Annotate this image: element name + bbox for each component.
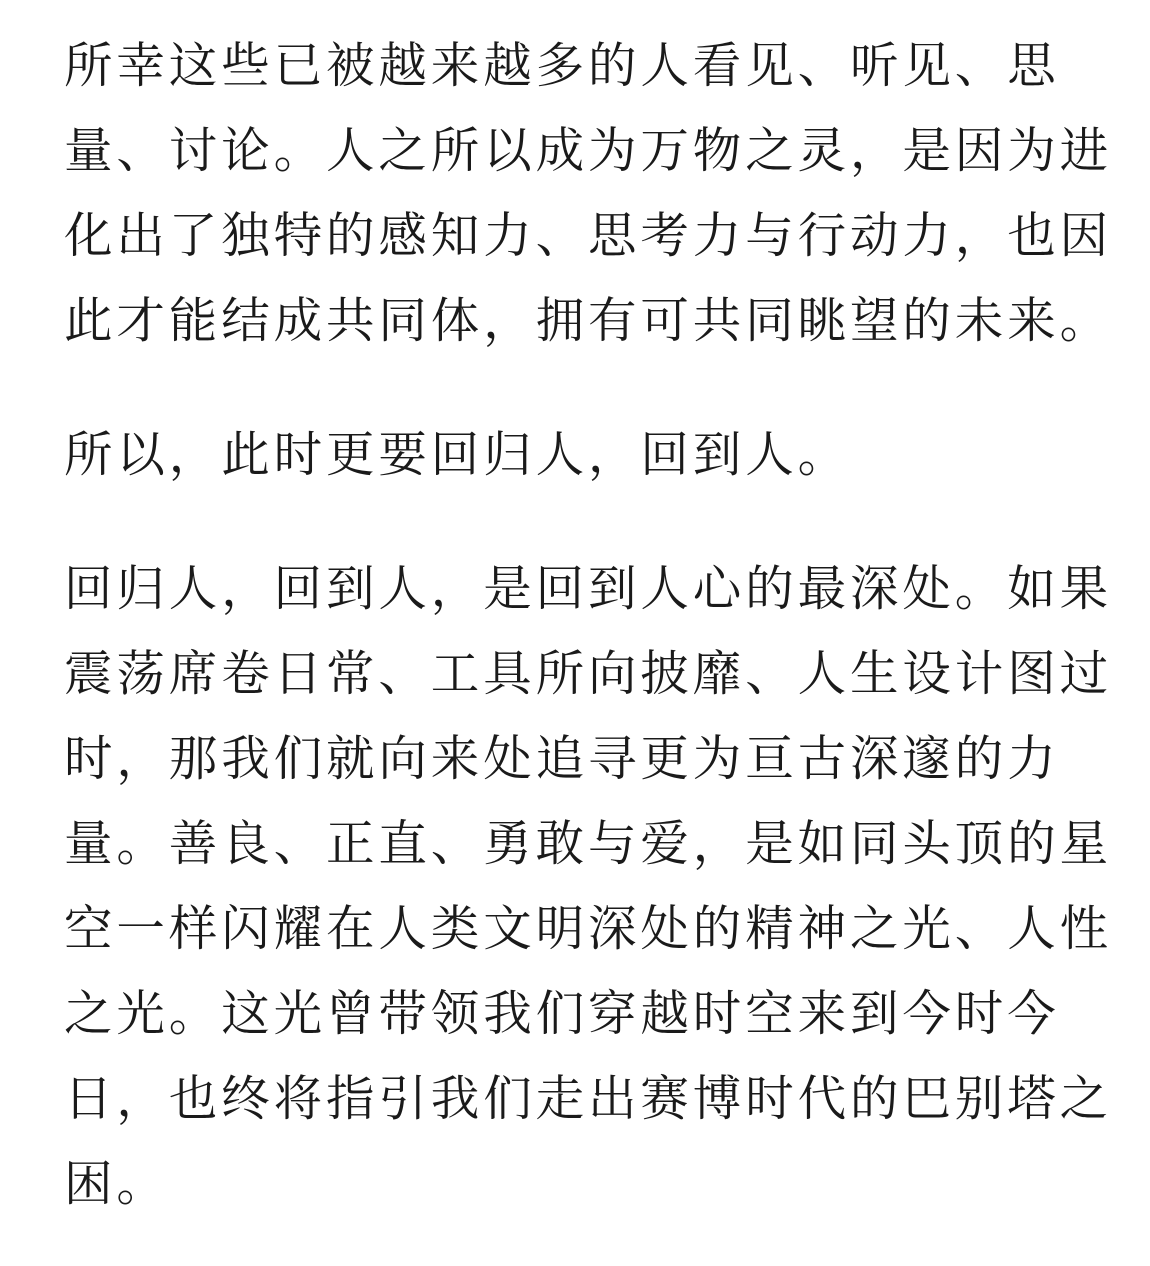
- paragraph-line: 时，那我们就向来处追寻更为亘古深邃的力: [64, 731, 1060, 787]
- paragraph-line: 所以，此时更要回归人，回到人。: [64, 427, 851, 483]
- paragraph-line: 空一样闪耀在人类文明深处的精神之光、人性: [64, 901, 1113, 957]
- paragraph-line: 此才能结成共同体，拥有可共同眺望的未来。: [64, 293, 1113, 349]
- paragraph-2: [64, 413, 1094, 498]
- paragraph-line: 震荡席卷日常、工具所向披靡、人生设计图过: [64, 646, 1113, 702]
- paragraph-line: 困。: [64, 1156, 169, 1212]
- paragraph-line: 之光。这光曾带领我们穿越时空来到今时今: [64, 986, 1060, 1042]
- paragraph-line: 量。善良、正直、勇敢与爱，是如同头顶的星: [64, 816, 1113, 872]
- paragraph-line: 化出了独特的感知力、思考力与行动力，也因: [64, 208, 1113, 264]
- paragraph-line: 日，也终将指引我们走出赛博时代的巴别塔之: [64, 1071, 1113, 1127]
- paragraph-line: 回归人，回到人，是回到人心的最深处。如果: [64, 561, 1113, 617]
- paragraph-3: [64, 547, 1113, 1227]
- paragraph-1: [64, 24, 1113, 364]
- paragraph-line: 量、讨论。人之所以成为万物之灵，是因为进: [64, 123, 1113, 179]
- paragraph-line: 所幸这些已被越来越多的人看见、听见、思: [64, 38, 1060, 94]
